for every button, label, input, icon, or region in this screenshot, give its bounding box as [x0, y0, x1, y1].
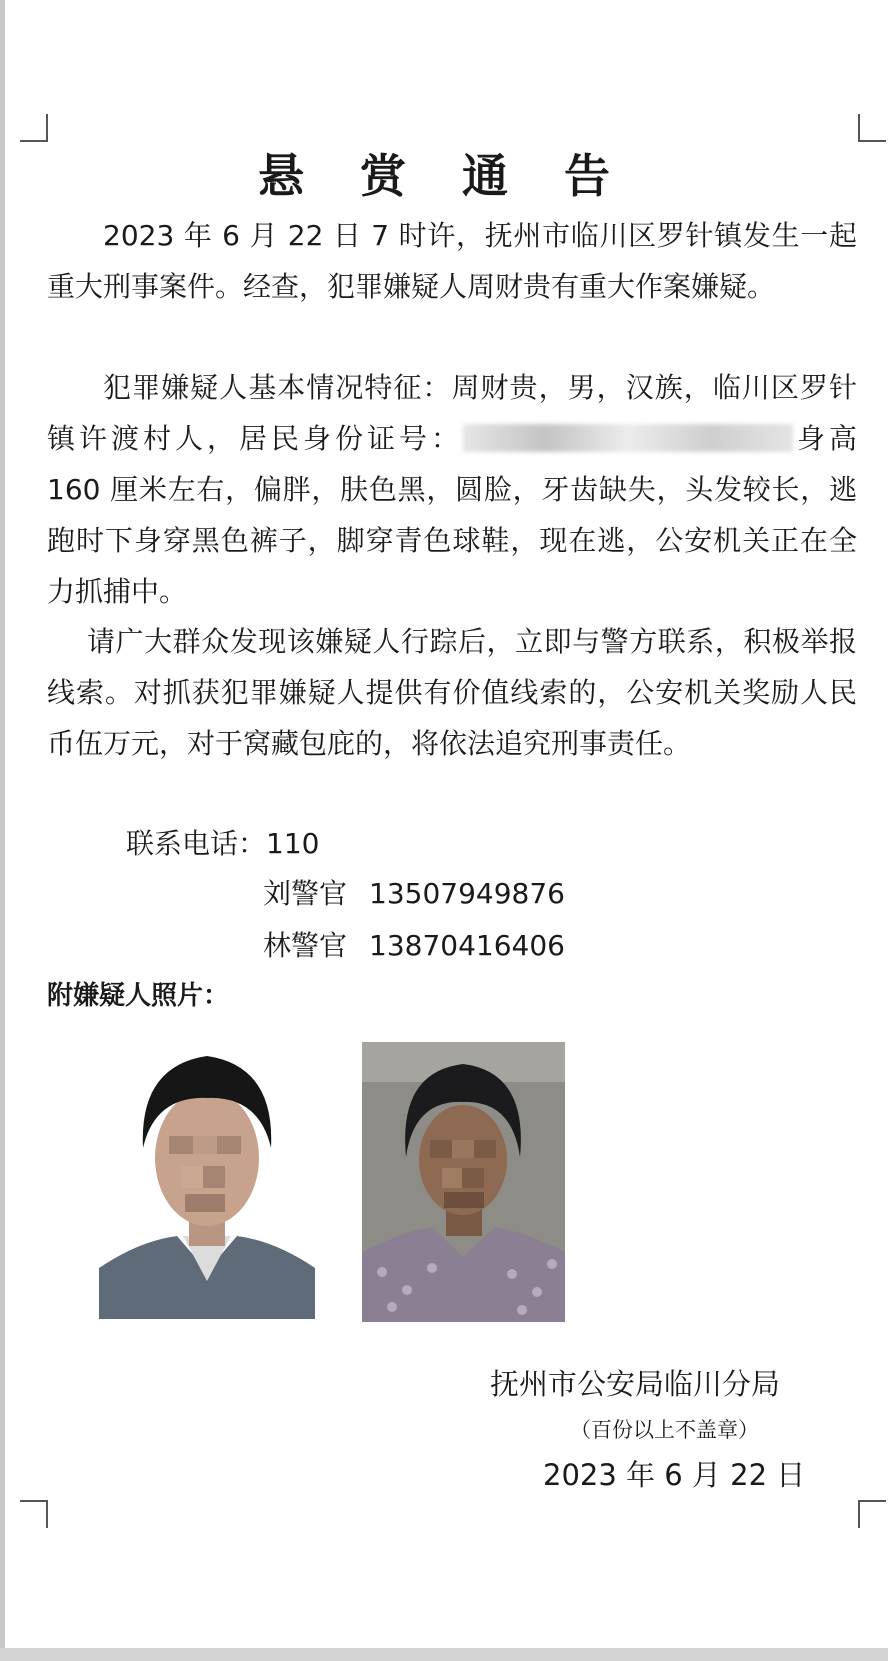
- suspect-description-text: 犯罪嫌疑人基本情况特征：周财贵，男，汉族，临川区罗针镇许渡村人，居民身份证号：: [47, 371, 857, 455]
- suspect-description-paragraph: [47, 362, 857, 617]
- officer-name: 林警官: [263, 929, 348, 962]
- crop-mark-top-left: [20, 114, 48, 142]
- incident-paragraph: 2023 年 6 月 22 日 7 时许，抚州市临川区罗针镇发生一起重大刑事案件。经查，犯罪嫌疑人周财贵有重大作案嫌疑。: [47, 219, 857, 303]
- hotline-number: 110: [266, 827, 320, 860]
- page-bottom-edge: [0, 1648, 888, 1661]
- crop-mark-bottom-right: [858, 1500, 886, 1528]
- issuing-office: 抚州市公安局临川分局: [490, 1367, 781, 1401]
- contact-hotline: [126, 824, 319, 864]
- crop-mark-top-right: [858, 114, 886, 142]
- officer-phone: 13507949876: [369, 877, 565, 910]
- officer-contact-lin: [263, 926, 565, 966]
- suspect-photo-1: [99, 1036, 315, 1319]
- suspect-description-continued: 身高 160 厘米左右，偏胖，肤色黑，圆脸，牙齿缺失，头发较长，逃跑时下身穿黑色裤子，脚穿青色球鞋，现在逃，公安机关正在全力抓捕中。: [47, 422, 857, 608]
- officer-contact-liu: [263, 874, 565, 914]
- crop-mark-bottom-left: [20, 1500, 48, 1528]
- officer-phone: 13870416406: [369, 929, 565, 962]
- notice-title: 悬 赏 通 告: [257, 149, 631, 203]
- contact-label: 联系电话：: [126, 827, 267, 860]
- attachment-label: 附嫌疑人照片：: [47, 981, 230, 1011]
- page-edge: [0, 0, 5, 1661]
- reward-paragraph: 请广大群众发现该嫌疑人行踪后，立即与警方联系，积极举报线索。对抓获犯罪嫌疑人提供有价值线索的，公安机关奖励人民币伍万元，对于窝藏包庇的，将依法追究刑事责任。: [47, 625, 857, 760]
- suspect-photo-2: [362, 1042, 565, 1322]
- redacted-id-number: [463, 424, 793, 452]
- issue-date: 2023 年 6 月 22 日: [543, 1458, 806, 1492]
- stamp-note: （百份以上不盖章）: [570, 1418, 759, 1442]
- officer-name: 刘警官: [263, 877, 348, 910]
